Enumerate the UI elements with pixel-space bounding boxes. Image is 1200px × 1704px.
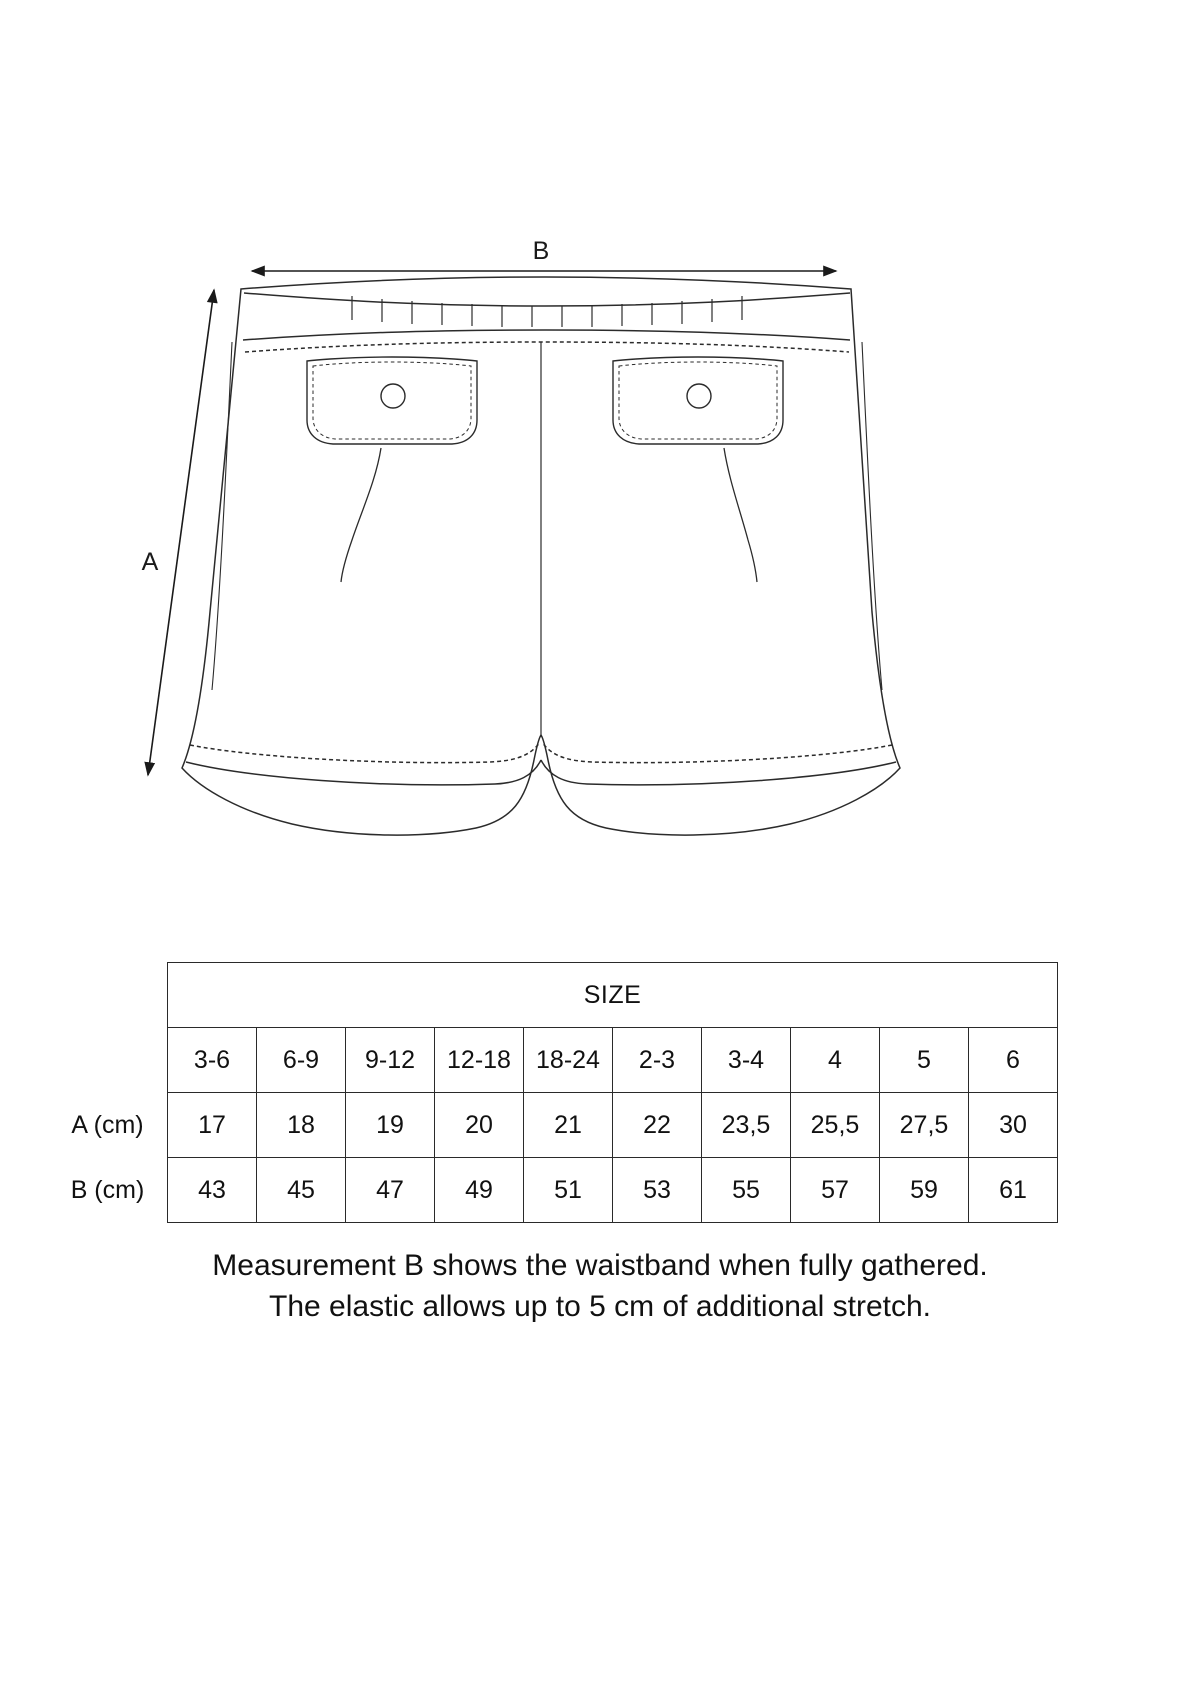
measurement-cell: 51	[524, 1158, 613, 1223]
dimension-b-label: B	[532, 237, 550, 265]
table-row-measurement-b	[48, 1158, 1058, 1223]
measurement-cell: 30	[969, 1093, 1058, 1158]
measurement-cell: 57	[791, 1158, 880, 1223]
measurement-cell: 27,5	[880, 1093, 969, 1158]
size-table-container	[48, 962, 1058, 1223]
size-chart-table	[48, 962, 1058, 1223]
measurement-cell: 43	[168, 1158, 257, 1223]
size-cell: 6-9	[257, 1028, 346, 1093]
measurement-cell: 49	[435, 1158, 524, 1223]
table-corner-blank	[48, 963, 168, 1028]
table-corner-blank-2	[48, 1028, 168, 1093]
size-cell: 5	[880, 1028, 969, 1093]
measurement-cell: 23,5	[702, 1093, 791, 1158]
measurement-cell: 17	[168, 1093, 257, 1158]
measurement-cell: 25,5	[791, 1093, 880, 1158]
footnote-line-2: The elastic allows up to 5 cm of additional stretch.	[269, 1290, 931, 1324]
drawstring-ties	[341, 448, 757, 582]
footnote-line-1: Measurement B shows the waistband when fully gathered.	[212, 1249, 988, 1282]
measurement-cell: 21	[524, 1093, 613, 1158]
measurement-cell: 22	[613, 1093, 702, 1158]
size-cell: 18-24	[524, 1028, 613, 1093]
table-row-measurement-a	[48, 1093, 1058, 1158]
size-cell: 4	[791, 1028, 880, 1093]
measurement-cell: 47	[346, 1158, 435, 1223]
dimension-a	[142, 290, 214, 775]
measurement-cell: 61	[969, 1158, 1058, 1223]
size-cell: 6	[969, 1028, 1058, 1093]
row-label-b: B (cm)	[48, 1158, 168, 1223]
table-row-title	[48, 963, 1058, 1028]
dimension-b	[252, 237, 836, 271]
table-row-sizes	[48, 1028, 1058, 1093]
measurement-cell: 18	[257, 1093, 346, 1158]
shorts-outline	[182, 277, 900, 835]
size-cell: 3-6	[168, 1028, 257, 1093]
footnote	[0, 1245, 1200, 1328]
waistband-gathers	[352, 296, 742, 327]
row-label-a: A (cm)	[48, 1093, 168, 1158]
measurement-cell: 55	[702, 1158, 791, 1223]
measurement-cell: 20	[435, 1093, 524, 1158]
measurement-cell: 59	[880, 1158, 969, 1223]
size-cell: 12-18	[435, 1028, 524, 1093]
pocket-flap-right	[613, 357, 783, 444]
size-header: SIZE	[168, 963, 1058, 1028]
size-cell: 9-12	[346, 1028, 435, 1093]
size-cell: 2-3	[613, 1028, 702, 1093]
dimension-a-label: A	[141, 548, 159, 576]
measurement-cell: 45	[257, 1158, 346, 1223]
measurement-cell: 19	[346, 1093, 435, 1158]
size-cell: 3-4	[702, 1028, 791, 1093]
pocket-flap-left	[307, 357, 477, 444]
measurement-cell: 53	[613, 1158, 702, 1223]
